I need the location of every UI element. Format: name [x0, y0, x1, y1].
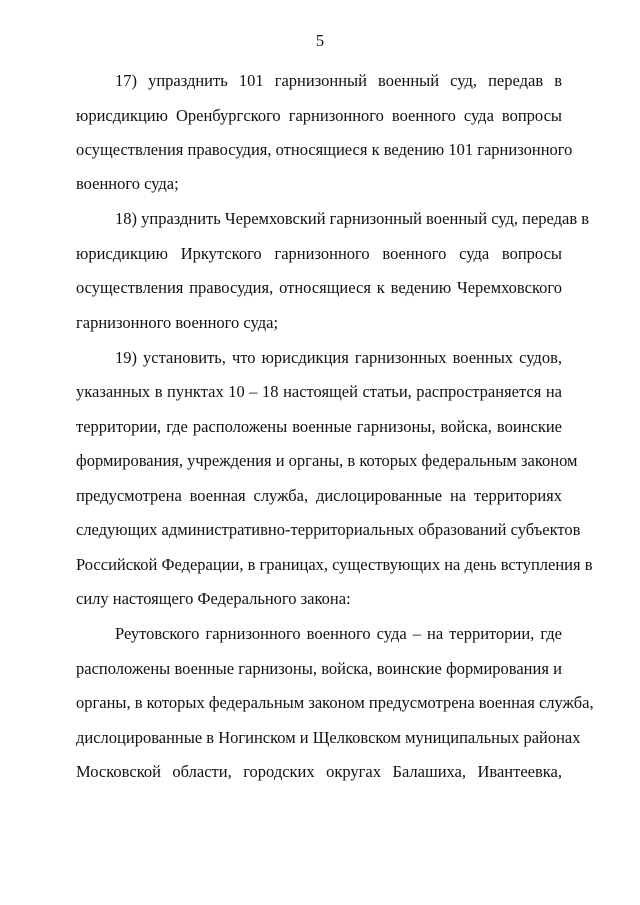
- text-line: территории, где расположены военные гарнизоны, войска, воинские: [76, 417, 562, 436]
- text-line: 18) упразднить Черемховский гарнизонный военный суд, передав в: [115, 209, 590, 228]
- text-line: Реутовского гарнизонного военного суда – на территории, где: [115, 624, 562, 643]
- text-line: гарнизонного военного суда;: [76, 313, 279, 332]
- text-line: следующих административно-территориальных образований субъектов: [76, 520, 581, 539]
- text-line: осуществления правосудия, относящиеся к ведению Черемховского: [76, 278, 562, 297]
- text-line: юрисдикцию Оренбургского гарнизонного военного суда вопросы: [76, 106, 562, 125]
- text-line: юрисдикцию Иркутского гарнизонного военного суда вопросы: [76, 244, 562, 263]
- text-line: военного суда;: [76, 174, 179, 193]
- text-line: Московской области, городских округах Балашиха, Ивантеевка,: [76, 762, 562, 781]
- text-line: указанных в пунктах 10 – 18 настоящей статьи, распространяется на: [76, 382, 562, 401]
- text-line: 19) установить, что юрисдикция гарнизонных военных судов,: [115, 348, 562, 367]
- text-line: формирования, учреждения и органы, в которых федеральным законом: [76, 451, 578, 470]
- page-number: 5: [315, 31, 325, 50]
- text-line: 17) упразднить 101 гарнизонный военный суд, передав в: [115, 71, 562, 90]
- text-line: органы, в которых федеральным законом предусмотрена военная служба,: [76, 693, 594, 712]
- text-line: дислоцированные в Ногинском и Щелковском муниципальных районах: [76, 728, 581, 747]
- text-line: осуществления правосудия, относящиеся к ведению 101 гарнизонного: [76, 140, 573, 159]
- text-line: предусмотрена военная служба, дислоцированные на территориях: [76, 486, 562, 505]
- text-line: расположены военные гарнизоны, войска, воинские формирования и: [76, 659, 562, 678]
- text-line: Российской Федерации, в границах, существующих на день вступления в: [76, 555, 593, 574]
- text-line: силу настоящего Федерального закона:: [76, 589, 351, 608]
